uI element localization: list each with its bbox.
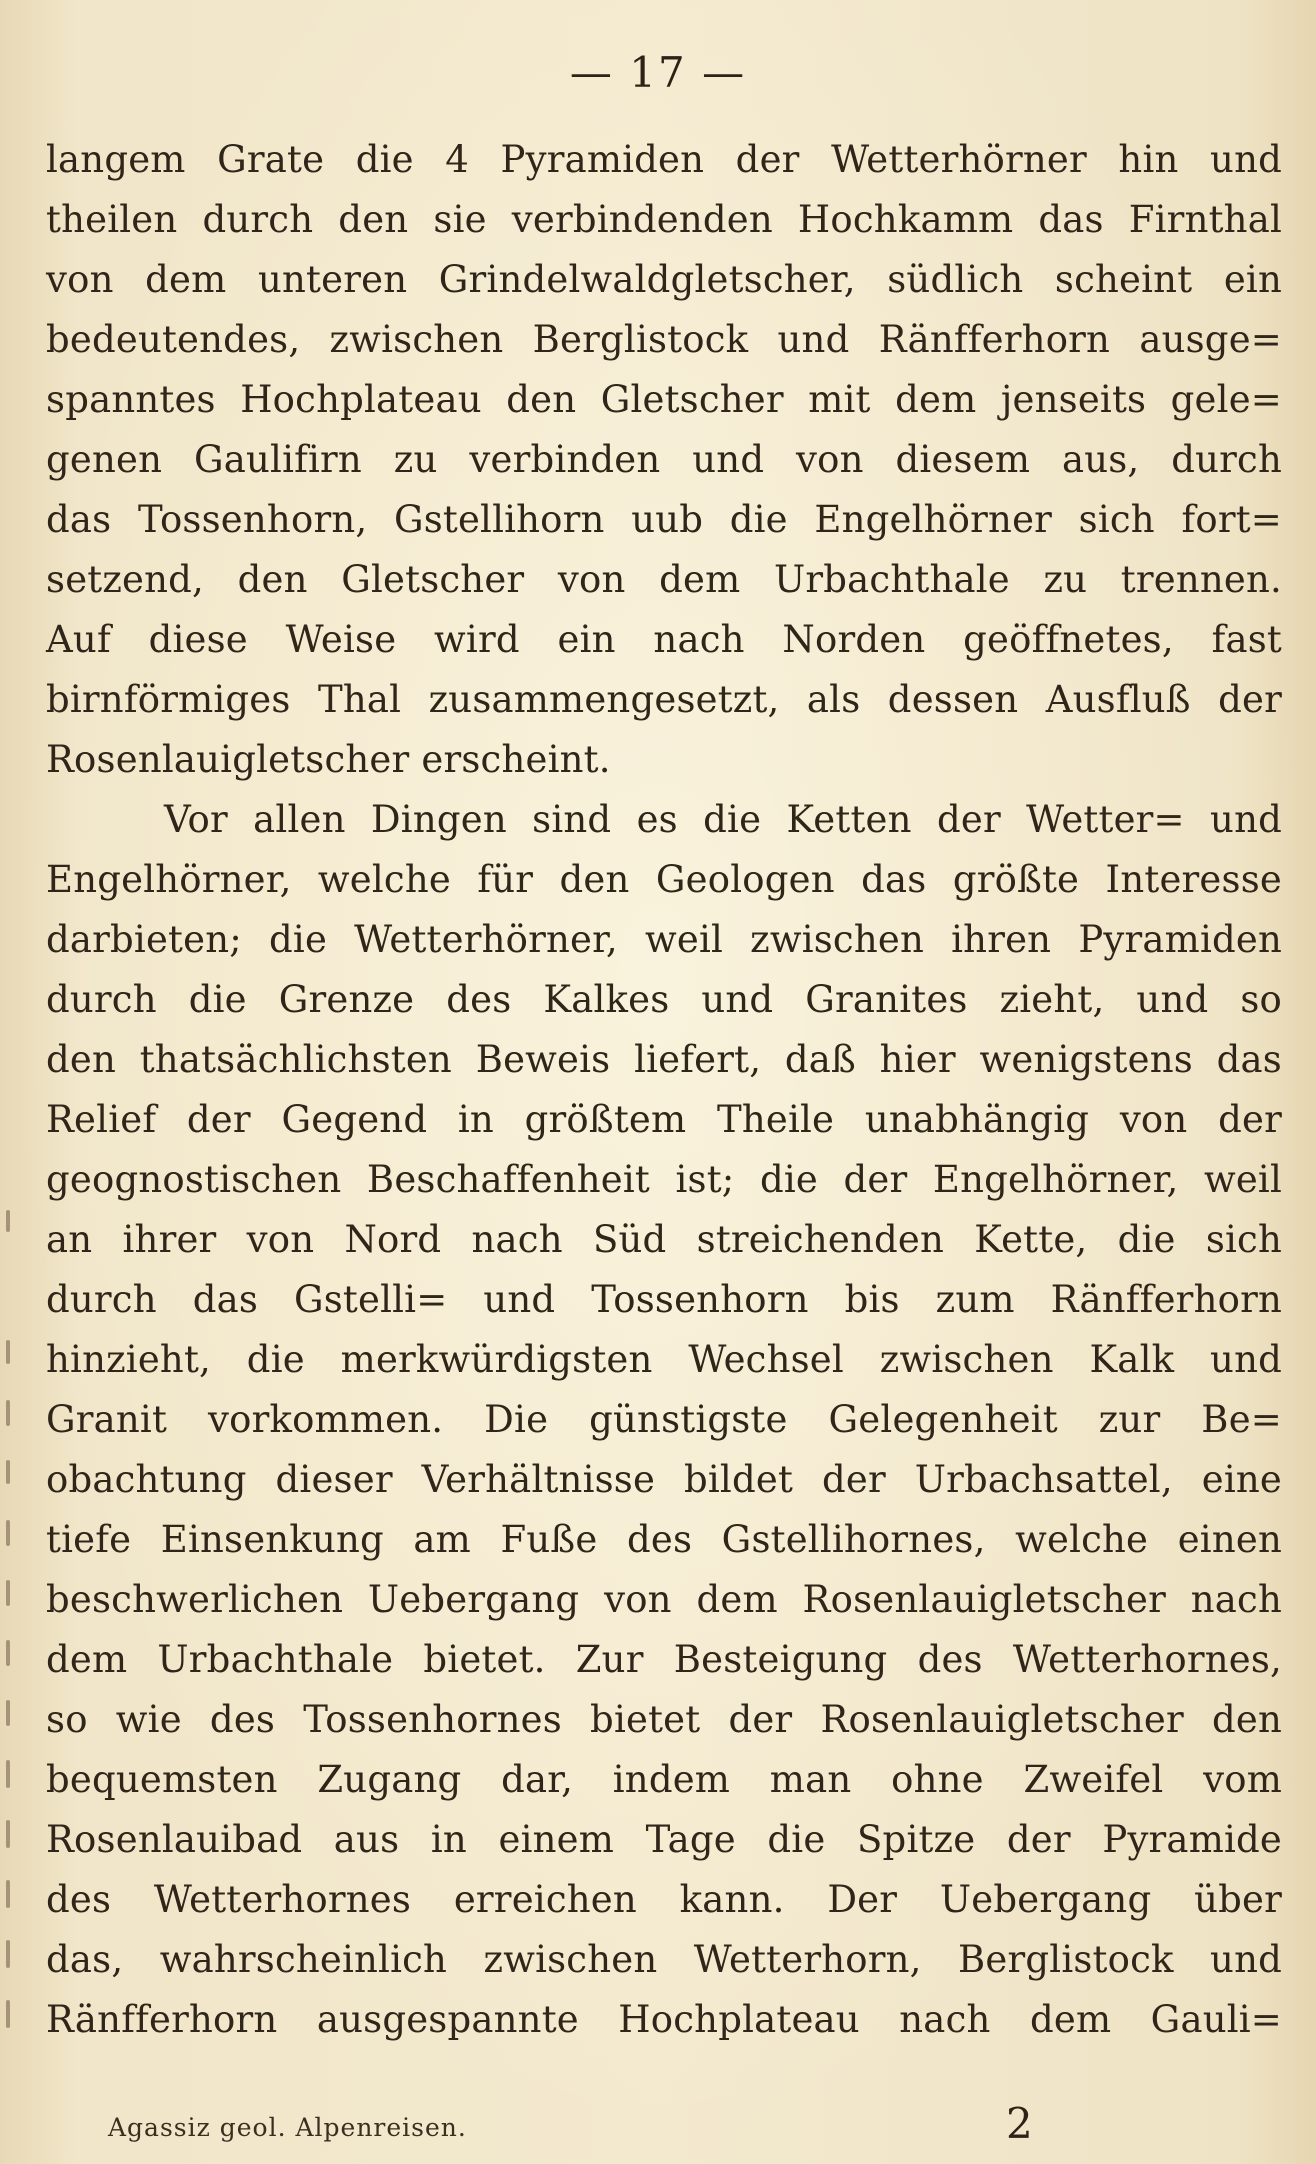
text-line: theilen durch den sie verbindenden Hochkamm das Firnthal bbox=[46, 198, 1282, 241]
text-line: das Tossenhorn, Gstellihorn uub die Engelhörner sich fort= bbox=[46, 498, 1282, 541]
text-line: setzend, den Gletscher von dem Urbachthale zu trennen. bbox=[46, 558, 1282, 601]
margin-mark bbox=[6, 1940, 10, 1968]
text-line: bedeutendes, zwischen Berglistock und Ränfferhorn ausge= bbox=[46, 318, 1282, 361]
margin-mark bbox=[6, 1880, 10, 1908]
text-line: an ihrer von Nord nach Süd streichenden Kette, die sich bbox=[46, 1218, 1282, 1261]
text-line: so wie des Tossenhornes bietet der Rosenlauigletscher den bbox=[46, 1698, 1282, 1741]
text-line: von dem unteren Grindelwaldgletscher, südlich scheint ein bbox=[46, 258, 1282, 301]
paragraph-end-line: Rosenlauigletscher erscheint. bbox=[46, 738, 611, 781]
text-line: bequemsten Zugang dar, indem man ohne Zweifel vom bbox=[46, 1758, 1282, 1801]
paragraph-start-line: Vor allen Dingen sind es die Ketten der Wetter= und bbox=[164, 798, 1282, 841]
text-line: Auf diese Weise wird ein nach Norden geöffnetes, fast bbox=[46, 618, 1282, 661]
margin-mark bbox=[6, 1820, 10, 1848]
margin-mark bbox=[6, 1520, 10, 1546]
text-line: tiefe Einsenkung am Fuße des Gstellihornes, welche einen bbox=[46, 1518, 1282, 1561]
text-line: durch das Gstelli= und Tossenhorn bis zum Ränfferhorn bbox=[46, 1278, 1282, 1321]
page-number: — 17 — bbox=[569, 48, 747, 97]
margin-mark bbox=[6, 1700, 10, 1726]
margin-mark bbox=[6, 1210, 10, 1232]
margin-mark bbox=[6, 1400, 10, 1426]
signature-mark: 2 bbox=[1006, 2099, 1033, 2148]
text-line: hinzieht, die merkwürdigsten Wechsel zwischen Kalk und bbox=[46, 1338, 1282, 1381]
text-line: obachtung dieser Verhältnisse bildet der Urbachsattel, eine bbox=[46, 1458, 1282, 1501]
printer-signature: Agassiz geol. Alpenreisen. bbox=[108, 2113, 467, 2142]
text-line: dem Urbachthale bietet. Zur Besteigung des Wetterhornes, bbox=[46, 1638, 1282, 1681]
text-line: beschwerlichen Uebergang von dem Rosenlauigletscher nach bbox=[46, 1578, 1282, 1621]
margin-mark bbox=[6, 1580, 10, 1606]
text-line: durch die Grenze des Kalkes und Granites zieht, und so bbox=[46, 978, 1282, 1021]
text-line: Relief der Gegend in größtem Theile unabhängig von der bbox=[46, 1098, 1282, 1141]
text-line: Rosenlauibad aus in einem Tage die Spitze der Pyramide bbox=[46, 1818, 1282, 1861]
text-line: birnförmiges Thal zusammengesetzt, als dessen Ausfluß der bbox=[46, 678, 1282, 721]
margin-mark bbox=[6, 1460, 10, 1484]
body-text bbox=[46, 130, 1282, 2050]
text-line: das, wahrscheinlich zwischen Wetterhorn, Berglistock und bbox=[46, 1938, 1282, 1981]
text-line: den thatsächlichsten Beweis liefert, daß hier wenigstens das bbox=[46, 1038, 1282, 1081]
text-line: spanntes Hochplateau den Gletscher mit dem jenseits gele= bbox=[46, 378, 1282, 421]
margin-mark bbox=[6, 1640, 10, 1666]
text-line: Engelhörner, welche für den Geologen das größte Interesse bbox=[46, 858, 1282, 901]
text-line: genen Gaulifirn zu verbinden und von diesem aus, durch bbox=[46, 438, 1282, 481]
page-footer bbox=[108, 2099, 1188, 2158]
margin-mark bbox=[6, 1340, 10, 1364]
text-line: Ränfferhorn ausgespannte Hochplateau nach dem Gauli= bbox=[46, 1998, 1282, 2041]
text-line: langem Grate die 4 Pyramiden der Wetterhörner hin und bbox=[46, 138, 1282, 181]
left-margin-bleed bbox=[2, 1060, 20, 2100]
margin-mark bbox=[6, 1760, 10, 1788]
text-line: darbieten; die Wetterhörner, weil zwischen ihren Pyramiden bbox=[46, 918, 1282, 961]
margin-mark bbox=[6, 2000, 10, 2028]
text-line: des Wetterhornes erreichen kann. Der Uebergang über bbox=[46, 1878, 1282, 1921]
text-line: Granit vorkommen. Die günstigste Gelegenheit zur Be= bbox=[46, 1398, 1282, 1441]
text-line: geognostischen Beschaffenheit ist; die der Engelhörner, weil bbox=[46, 1158, 1282, 1201]
